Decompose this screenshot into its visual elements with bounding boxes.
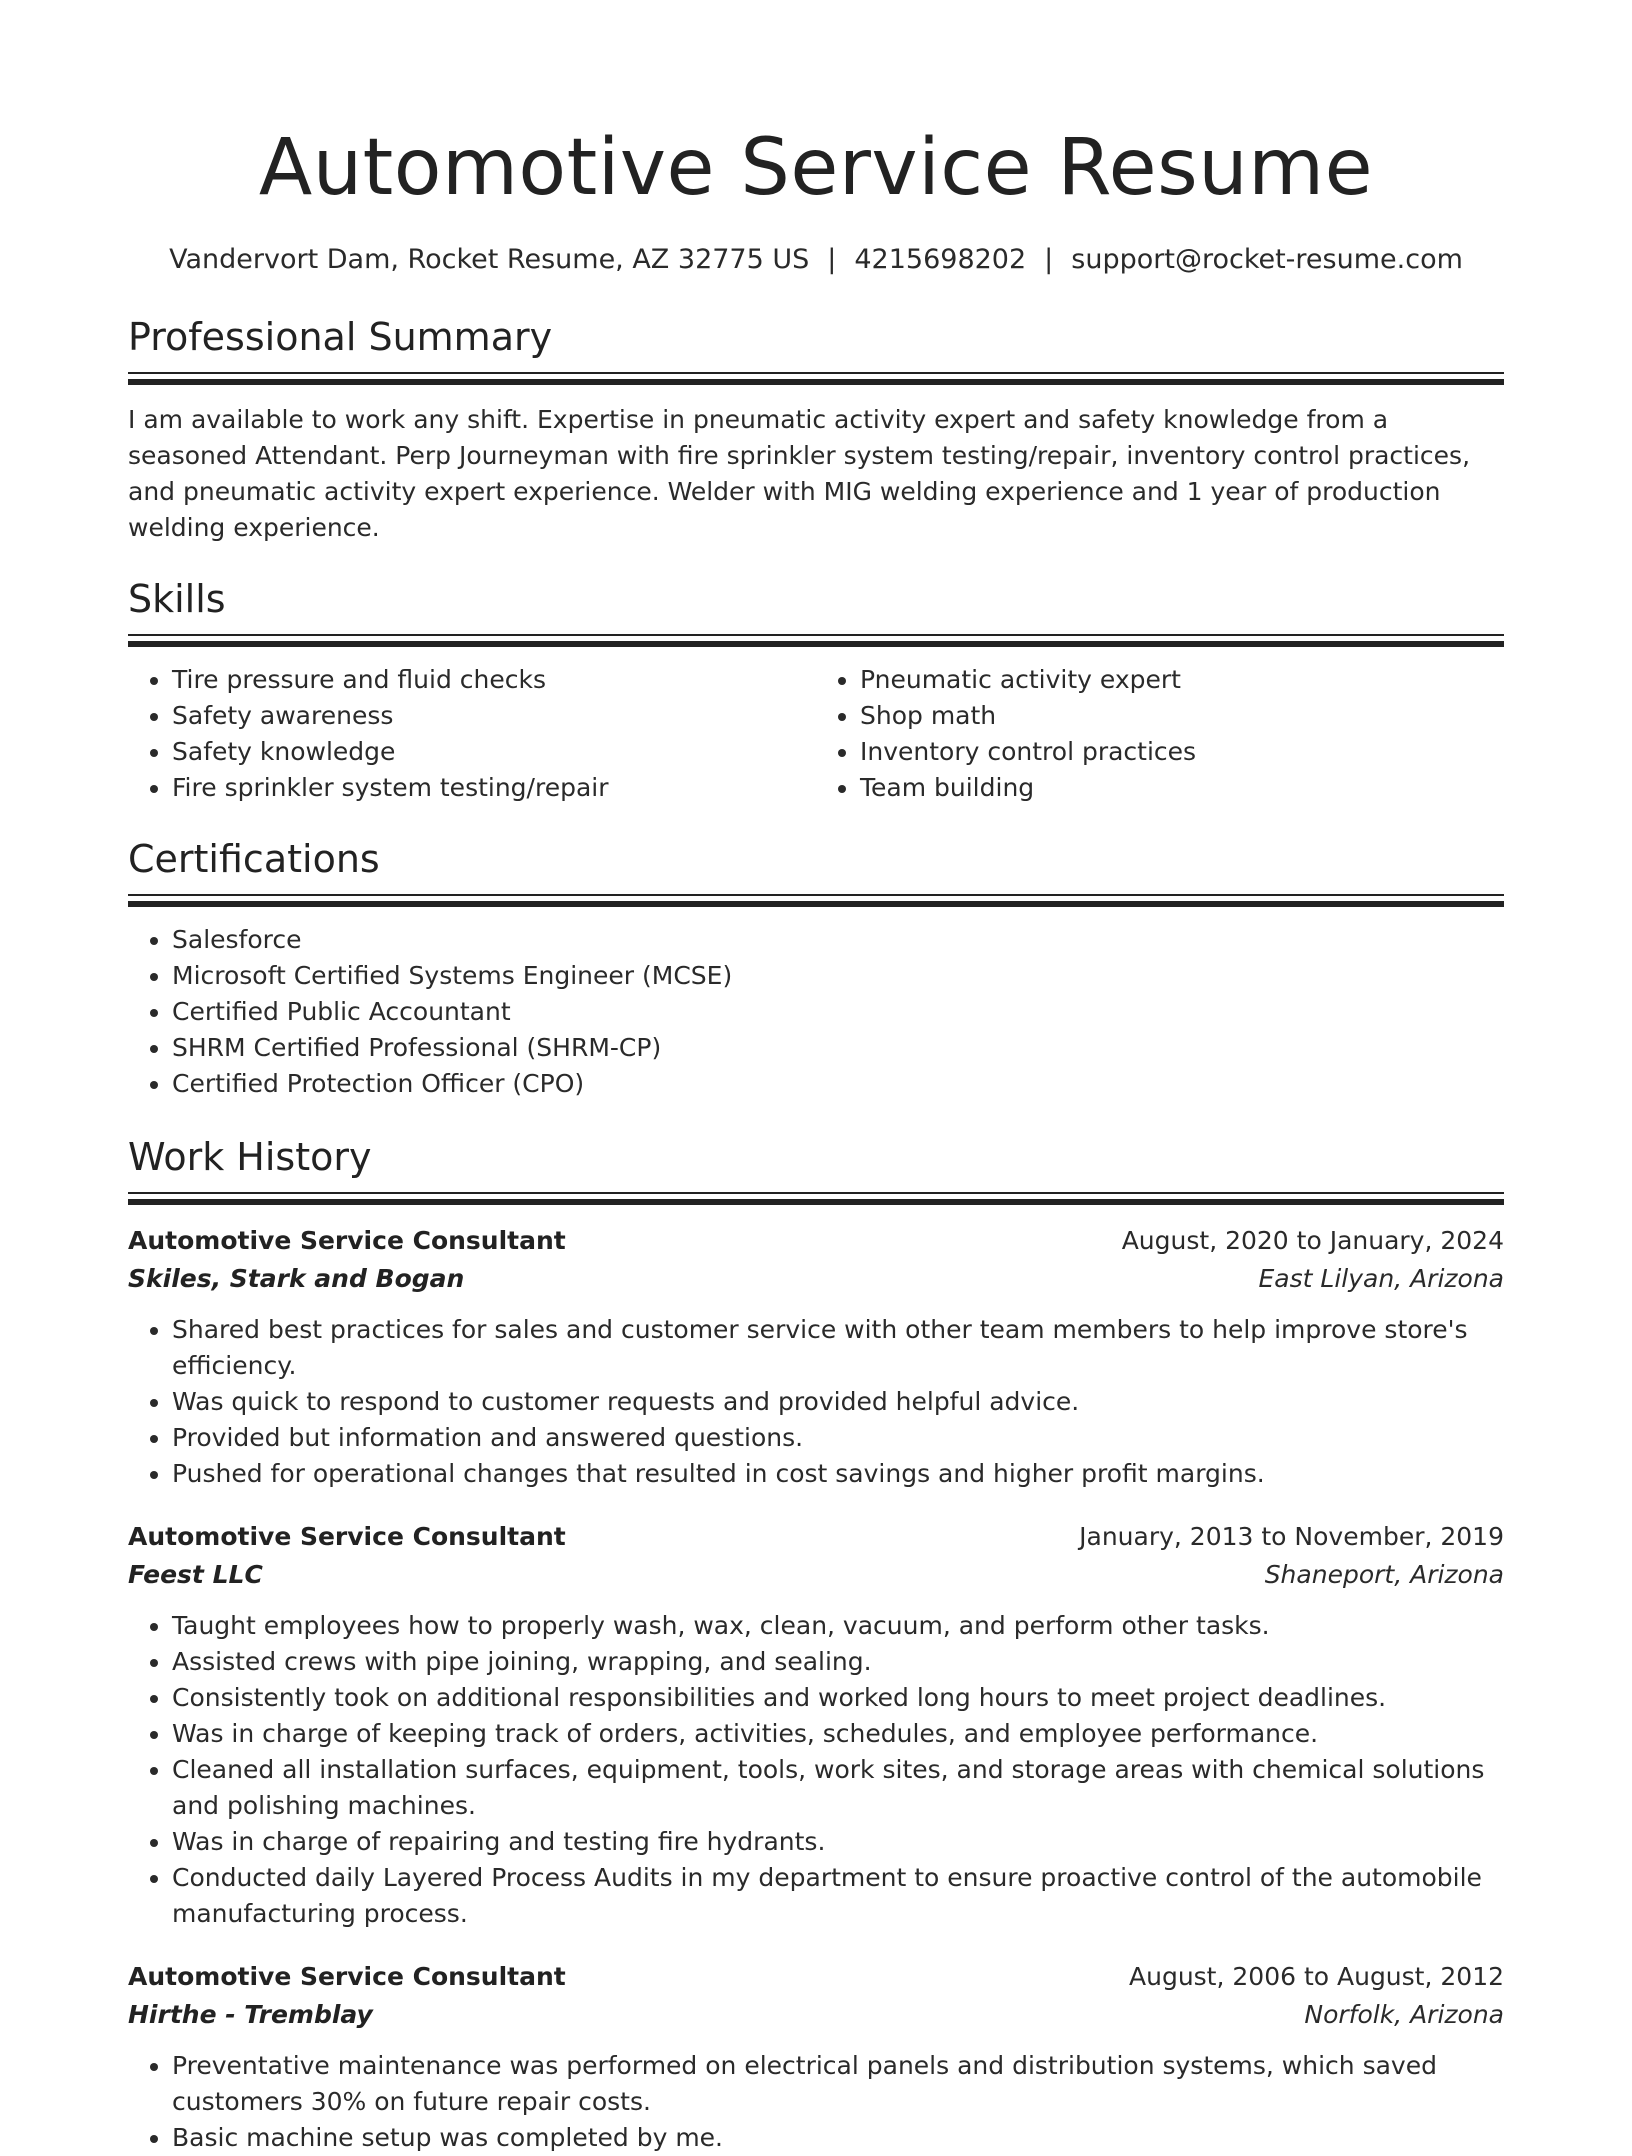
certification-item: • Microsoft Certified Systems Engineer (MCSE): [172, 958, 1504, 994]
job-entry: [128, 1222, 1504, 1492]
job-dates: August, 2006 to August, 2012: [1129, 1962, 1504, 1991]
resume-title: Automotive Service Resume: [258, 123, 1374, 213]
skill-item: • Safety knowledge: [172, 734, 816, 770]
work-history-section: [128, 1132, 1504, 2156]
job-bullet: • Shared best practices for sales and customer service with other team members to help improve store's efficiency.: [172, 1312, 1504, 1384]
job-entry: [128, 1958, 1504, 2156]
job-bullet: • Was quick to respond to customer requests and provided helpful advice.: [172, 1384, 1504, 1420]
job-bullet-list: [128, 1312, 1504, 1492]
job-location: Norfolk, Arizona: [1304, 2000, 1504, 2029]
section-heading-work-history: Work History: [128, 1135, 372, 1179]
job-bullet: • Assisted crews with pipe joining, wrapping, and sealing.: [172, 1644, 1504, 1680]
job-location: East Lilyan, Arizona: [1258, 1264, 1504, 1293]
contact-email: support@rocket-resume.com: [1071, 244, 1463, 275]
job-subheader: [128, 1556, 1504, 1594]
certification-item: • Salesforce: [172, 922, 1504, 958]
section-divider: [128, 634, 1504, 646]
job-entry: [128, 1518, 1504, 1932]
job-bullet: • Taught employees how to properly wash, wax, clean, vacuum, and perform other tasks.: [172, 1608, 1504, 1644]
summary-section: [128, 312, 1504, 546]
job-company: Skiles, Stark and Bogan: [128, 1264, 465, 1293]
job-dates: August, 2020 to January, 2024: [1121, 1226, 1504, 1255]
section-heading-summary: Professional Summary: [128, 315, 553, 359]
job-bullet: • Basic machine setup was completed by me.: [172, 2120, 1504, 2156]
contact-address: Vandervort Dam, Rocket Resume, AZ 32775 US: [169, 244, 810, 275]
job-company: Feest LLC: [128, 1560, 263, 1589]
job-company: Hirthe - Tremblay: [128, 2000, 373, 2029]
section-divider: [128, 894, 1504, 906]
job-location: Shaneport, Arizona: [1264, 1560, 1504, 1589]
certification-item: • Certified Protection Officer (CPO): [172, 1066, 1504, 1102]
skill-item: • Tire pressure and fluid checks: [172, 662, 816, 698]
job-title: Automotive Service Consultant: [128, 1962, 566, 1991]
job-bullet: • Consistently took on additional responsibilities and worked long hours to meet project deadlines.: [172, 1680, 1504, 1716]
certification-item: • SHRM Certified Professional (SHRM-CP): [172, 1030, 1504, 1066]
certifications-list: [128, 922, 1504, 1102]
job-subheader: [128, 1996, 1504, 2034]
skills-column-right: [816, 662, 1504, 806]
section-divider: [128, 372, 1504, 384]
skills-column-left: [128, 662, 816, 806]
skills-list-left: [128, 662, 816, 806]
summary-text: I am available to work any shift. Expertise in pneumatic activity expert and safety knowledge from a seasoned Attendant. Perp Journeyman with fire sprinkler system testing/repair, inventory control practices, and pneumatic activity expert experience. Welder with MIG welding experience and 1 year of production welding experience.: [128, 405, 1471, 542]
job-bullet: • Preventative maintenance was performed on electrical panels and distribution systems, which saved customers 30% on future repair costs.: [172, 2048, 1504, 2120]
certification-item: • Certified Public Accountant: [172, 994, 1504, 1030]
skill-item: • Fire sprinkler system testing/repair: [172, 770, 816, 806]
job-bullet: • Pushed for operational changes that resulted in cost savings and higher profit margins.: [172, 1456, 1504, 1492]
section-divider: [128, 1192, 1504, 1204]
job-bullet: • Was in charge of repairing and testing fire hydrants.: [172, 1824, 1504, 1860]
section-heading-certifications: Certifications: [128, 837, 380, 881]
contact-line: [128, 240, 1504, 280]
job-bullet: • Cleaned all installation surfaces, equipment, tools, work sites, and storage areas with chemical solutions and polishing machines.: [172, 1752, 1504, 1824]
job-bullet-list: [128, 1608, 1504, 1932]
skill-item: • Shop math: [860, 698, 1504, 734]
job-header: [128, 1222, 1504, 1260]
section-heading-skills: Skills: [128, 577, 226, 621]
job-header: [128, 1518, 1504, 1556]
job-bullet: • Was in charge of keeping track of orders, activities, schedules, and employee performance.: [172, 1716, 1504, 1752]
contact-phone: 4215698202: [854, 244, 1027, 275]
skills-list-right: [816, 662, 1504, 806]
job-bullet: • Conducted daily Layered Process Audits in my department to ensure proactive control of the automobile manufacturing process.: [172, 1860, 1504, 1932]
skills-section: [128, 574, 1504, 806]
contact-separator: |: [1044, 244, 1054, 275]
job-bullet-list: [128, 2048, 1504, 2156]
skill-item: • Team building: [860, 770, 1504, 806]
skill-item: • Pneumatic activity expert: [860, 662, 1504, 698]
job-title: Automotive Service Consultant: [128, 1226, 566, 1255]
skill-item: • Inventory control practices: [860, 734, 1504, 770]
job-header: [128, 1958, 1504, 1996]
skills-grid: [128, 662, 1504, 806]
job-title: Automotive Service Consultant: [128, 1522, 566, 1551]
job-subheader: [128, 1260, 1504, 1298]
job-bullet: • Provided but information and answered questions.: [172, 1420, 1504, 1456]
contact-separator: |: [827, 244, 837, 275]
skill-item: • Safety awareness: [172, 698, 816, 734]
certifications-section: [128, 834, 1504, 1102]
job-dates: January, 2013 to November, 2019: [1079, 1522, 1504, 1551]
